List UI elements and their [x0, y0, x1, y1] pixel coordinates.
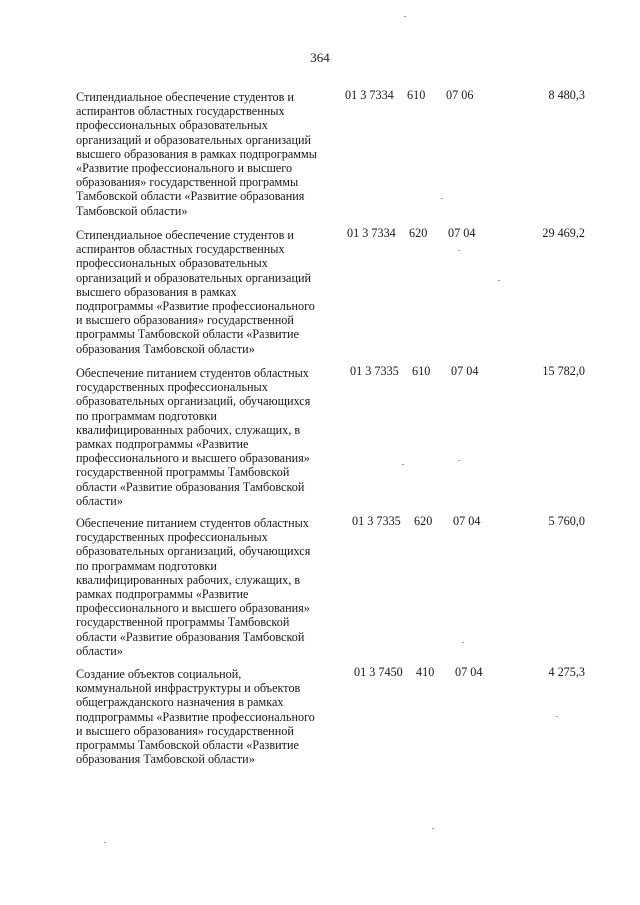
- row-section-subsection: 07 04: [448, 226, 476, 240]
- scan-speck: [498, 280, 500, 281]
- scan-speck: [462, 642, 464, 643]
- scan-speck: [402, 464, 404, 465]
- row-target-article: 01 3 7450: [354, 665, 403, 679]
- row-expense-type: 620: [409, 226, 428, 240]
- row-target-article: 01 3 7334: [345, 88, 394, 102]
- row-expense-type: 410: [416, 665, 435, 679]
- scan-speck: [441, 198, 443, 199]
- row-description: Обеспечение питанием студентов областных государственных профессиональных образовательных организаций, обучающихся по программам подготовки квалифицированных рабочих, служащих, в рамках подпрограммы «Развитие профессионального и высшего образования» государственной программы Тамбовской области «Развитие образования Тамбовской области»: [76, 516, 311, 658]
- scan-speck: [404, 16, 406, 17]
- row-description: Стипендиальное обеспечение студентов и аспирантов областных государственных профессиональных образовательных организаций и образовательных организаций высшего образования в рамках подпрограммы «Развитие профессионального и высшего образования» государственной программы Тамбовской области «Развитие образования Тамбовской области»: [76, 90, 317, 218]
- row-amount: 8 480,3: [548, 88, 585, 102]
- row-target-article: 01 3 7334: [347, 226, 396, 240]
- row-section-subsection: 07 06: [446, 88, 474, 102]
- scan-speck: [458, 250, 460, 251]
- row-amount: 5 760,0: [548, 514, 585, 528]
- row-amount: 29 469,2: [542, 226, 585, 240]
- row-amount: 15 782,0: [542, 364, 585, 378]
- row-description: Стипендиальное обеспечение студентов и аспирантов областных государственных профессиональных образовательных организаций и образовательных организаций высшего образования в рамках подпрограммы «Развитие профессионального и высшего образования» государственной программы Тамбовской области «Развитие образования Тамбовской области»: [76, 228, 315, 356]
- scan-speck: [556, 716, 558, 717]
- row-section-subsection: 07 04: [451, 364, 479, 378]
- row-amount: 4 275,3: [548, 665, 585, 679]
- page-number: 364: [310, 50, 330, 65]
- row-expense-type: 610: [407, 88, 426, 102]
- row-section-subsection: 07 04: [455, 665, 483, 679]
- row-target-article: 01 3 7335: [352, 514, 401, 528]
- row-target-article: 01 3 7335: [350, 364, 399, 378]
- row-description: Создание объектов социальной, коммунальной инфраструктуры и объектов общегражданского назначения в рамках подпрограммы «Развитие профессионального и высшего образования» государственной программы Тамбовской области «Развитие образования Тамбовской области»: [76, 667, 315, 767]
- scan-speck: [104, 842, 106, 843]
- row-expense-type: 620: [414, 514, 433, 528]
- row-expense-type: 610: [412, 364, 431, 378]
- row-section-subsection: 07 04: [453, 514, 481, 528]
- row-description: Обеспечение питанием студентов областных государственных профессиональных образовательных организаций, обучающихся по программам подготовки квалифицированных рабочих, служащих, в рамках подпрограммы «Развитие профессионального и высшего образования» государственной программы Тамбовской области «Развитие образования Тамбовской области»: [76, 366, 311, 508]
- scan-speck: [432, 828, 434, 829]
- scan-speck: [458, 460, 460, 461]
